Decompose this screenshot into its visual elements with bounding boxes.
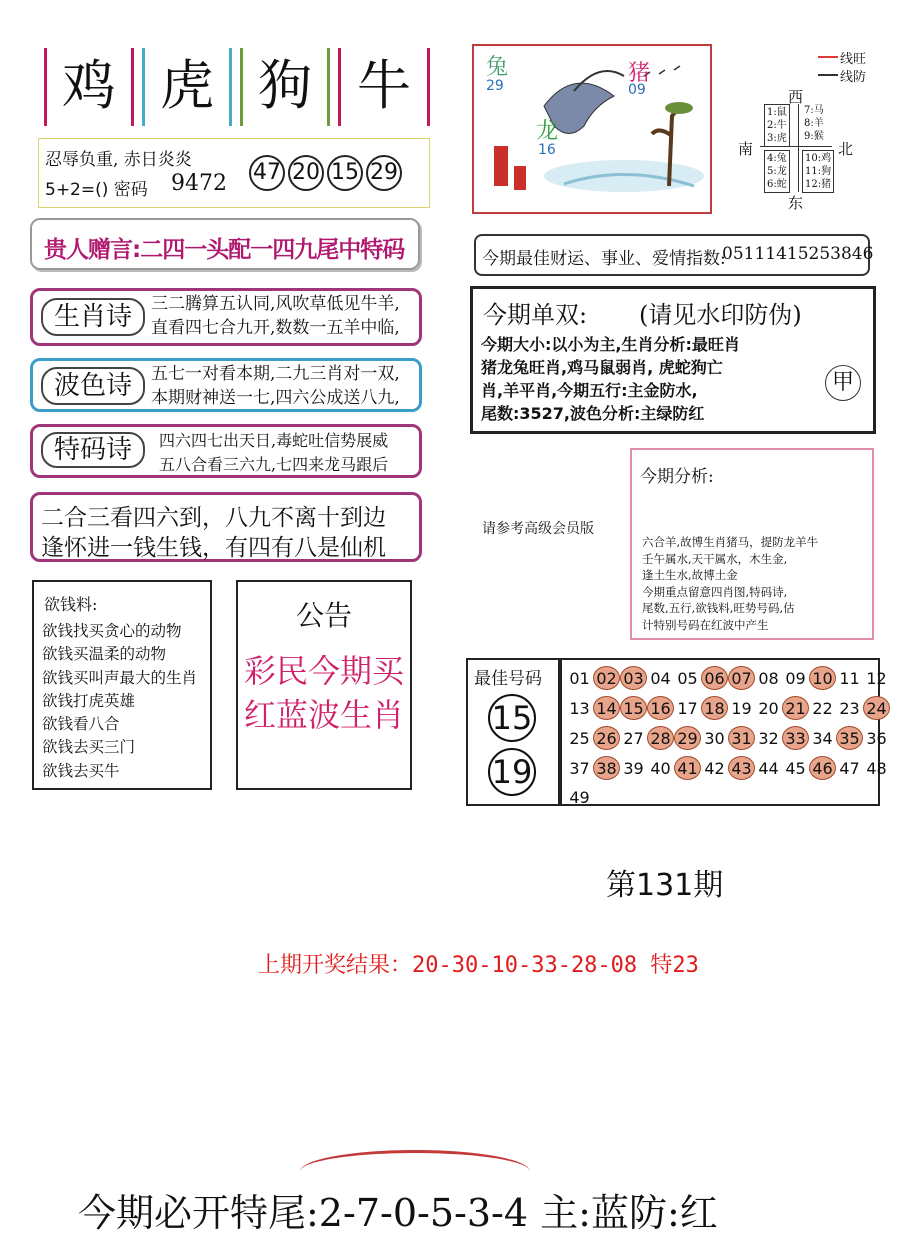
notice-title: 公告	[295, 599, 352, 632]
best-picks-box	[466, 658, 560, 806]
highlighted-number: 16	[647, 696, 674, 720]
number-cell: 23	[839, 699, 860, 718]
number-cell: 04	[650, 669, 671, 688]
poem-box-tema	[30, 424, 422, 478]
compass-item: 2:牛	[767, 120, 787, 131]
number-cell: 48	[866, 759, 887, 778]
highlighted-number: 33	[782, 726, 809, 750]
special-tail-line: 今期必开特尾:2-7-0-5-3-4 主:蓝防:红	[78, 1191, 718, 1235]
analysis-line: 六合羊,故博生肖猪马，提防龙羊牛	[642, 535, 819, 549]
danshuang-line: 尾数:3527,波色分析:主绿防红	[481, 404, 705, 423]
riddle-line: 忍辱负重, 赤日炎炎	[45, 150, 192, 170]
notice-line: 红蓝波生肖	[244, 696, 405, 734]
number-cell: 37	[569, 759, 590, 778]
highlighted-number: 46	[809, 756, 836, 780]
compass-item: 9:猴	[804, 131, 824, 142]
poem-box-shengxiao	[30, 288, 422, 346]
number-cell: 11	[839, 669, 860, 688]
highlighted-number: 43	[728, 756, 755, 780]
number-row	[566, 666, 887, 696]
notice-box	[236, 580, 412, 790]
best-pick-number: 15	[488, 694, 536, 742]
compass-item: 4:兔	[767, 153, 787, 164]
poem-label: 波色诗	[41, 367, 145, 405]
poem-line: 四六四七出天日,毒蛇吐信势展威	[159, 431, 389, 450]
highlighted-number: 29	[674, 726, 701, 750]
rabbit-char: 兔	[486, 55, 509, 80]
compass-item: 10:鸡	[805, 153, 832, 164]
compass-item: 11:狗	[805, 166, 832, 177]
number-cell: 30	[704, 729, 725, 748]
compass-west: 西	[788, 88, 804, 106]
password-box	[38, 138, 430, 208]
danshuang-lines	[481, 333, 740, 425]
guiren-banner	[30, 218, 420, 270]
compass-south: 南	[738, 140, 754, 158]
number-cell: 25	[569, 729, 590, 748]
watermark-stamp: 甲	[825, 365, 861, 401]
number-cell: 42	[704, 759, 725, 778]
legend-fang: 线防	[840, 70, 867, 85]
compass-item: 1:鼠	[767, 107, 787, 118]
yuqian-item: 欲钱去买三门	[42, 738, 136, 757]
compass-vline	[798, 104, 799, 192]
yuqian-item: 欲钱找买贪心的动物	[42, 622, 182, 640]
number-cell: 39	[623, 759, 644, 778]
zodiac-char-1: 鸡	[44, 48, 134, 126]
highlighted-number: 14	[593, 696, 620, 720]
analysis-lines	[642, 534, 818, 633]
number-row	[566, 726, 887, 756]
number-cell: 49	[569, 788, 590, 807]
highlighted-number: 24	[863, 696, 890, 720]
compass-item: 12:猪	[805, 179, 832, 190]
analysis-line: 尾数,五行,欲钱料,旺势号码,估	[642, 601, 795, 615]
number-cell: 45	[785, 759, 806, 778]
crane-illustration	[474, 46, 710, 212]
riddle-equation: 5+2=() 密码	[45, 180, 148, 200]
highlighted-number: 21	[782, 696, 809, 720]
poem-box-bose	[30, 358, 422, 412]
best-pick-1	[488, 694, 536, 742]
compass-north: 北	[838, 140, 854, 158]
poem-label: 特码诗	[41, 432, 145, 468]
period-number: 第131期	[606, 868, 724, 903]
dragon-char: 龙	[536, 119, 559, 144]
number-cell: 19	[731, 699, 752, 718]
number-cell: 05	[677, 669, 698, 688]
fortune-box	[474, 234, 874, 276]
poem-line: 五八合看三六九,七四来龙马跟后	[159, 455, 389, 474]
compass-cell	[802, 150, 834, 193]
yuqian-item: 欲钱去买牛	[42, 761, 120, 780]
highlighted-number: 07	[728, 666, 755, 690]
number-cell: 36	[866, 729, 887, 748]
danshuang-line: 今期大小:以小为主,生肖分析:最旺肖	[481, 335, 740, 354]
guiren-text: 贵人赠言:二四一头配一四九尾中特码	[44, 237, 405, 263]
danshuang-line: 肖,羊平肖,今期五行:主金防水,	[481, 381, 698, 400]
zodiac-char-2: 虎	[142, 48, 232, 126]
analysis-line: 计特别号码在红波中产生	[642, 617, 769, 632]
best-pick-number: 19	[488, 748, 536, 796]
number-cell: 22	[812, 699, 833, 718]
yuqian-item: 欲钱买温柔的动物	[42, 645, 167, 664]
number-cell: 40	[650, 759, 671, 778]
yuqian-item: 欲钱看八合	[42, 715, 120, 734]
pig-char: 猪	[628, 61, 651, 86]
legend-line-black	[818, 74, 838, 76]
fortune-value: 05111415253846	[722, 244, 874, 264]
best-pick-2	[488, 748, 536, 796]
compass-item: 6:蛇	[767, 179, 787, 190]
analysis-line: 壬午属水,天干属水，木生金,	[642, 551, 788, 566]
yuqian-box	[32, 580, 212, 790]
highlighted-number: 26	[593, 726, 620, 750]
analysis-title: 今期分析:	[640, 467, 714, 487]
compass-cell	[804, 104, 824, 143]
number-grid	[560, 658, 887, 807]
compass-item: 8:羊	[804, 118, 824, 129]
yuqian-list	[42, 620, 197, 783]
highlighted-number: 38	[593, 756, 620, 780]
highlighted-number: 41	[674, 756, 701, 780]
circle-number: 20	[288, 155, 324, 191]
danshuang-title: 今期单双:	[483, 301, 588, 329]
couplet-box	[30, 492, 422, 562]
analysis-line: 逢土生水,故博土金	[642, 568, 738, 582]
number-row	[566, 786, 878, 816]
password-code: 9472	[171, 171, 227, 196]
best-label: 最佳号码	[474, 669, 542, 689]
yuqian-item: 欲钱打虎英雄	[42, 691, 136, 710]
number-cell: 32	[758, 729, 779, 748]
circle-numbers	[249, 155, 405, 191]
rabbit-number: 29	[486, 78, 504, 94]
couplet-line: 逢怀进一钱生钱，有四有八是仙机	[41, 535, 386, 561]
danshuang-line: 猪龙兔旺肖,鸡马鼠弱肖, 虎蛇狗亡	[481, 358, 723, 377]
number-cell: 12	[866, 669, 887, 688]
zodiac-char-3: 狗	[240, 48, 330, 126]
number-cell: 01	[569, 669, 590, 688]
circle-number: 15	[327, 155, 363, 191]
analysis-box	[630, 448, 874, 640]
zodiac-char-4: 牛	[338, 48, 430, 126]
danshuang-note: (请见水印防伪)	[639, 301, 802, 329]
highlighted-number: 10	[809, 666, 836, 690]
highlighted-number: 35	[836, 726, 863, 750]
compass-item: 3:虎	[767, 133, 787, 144]
number-row	[566, 756, 887, 786]
circle-number: 29	[366, 155, 402, 191]
yuqian-item: 欲钱买叫声最大的生肖	[42, 668, 198, 687]
compass-cell	[764, 104, 790, 147]
highlighted-number: 15	[620, 696, 647, 720]
poem-label: 生肖诗	[41, 298, 145, 336]
compass-item: 7:马	[804, 105, 824, 116]
number-cell: 47	[839, 759, 860, 778]
circle-number: 47	[249, 155, 285, 191]
yuqian-title: 欲钱料:	[44, 595, 98, 614]
number-cell: 09	[785, 669, 806, 688]
dragon-number: 16	[538, 142, 556, 158]
compass-item: 5:龙	[767, 166, 787, 177]
analysis-line: 今期重点留意四肖图,特码诗,	[642, 584, 788, 599]
highlighted-number: 28	[647, 726, 674, 750]
legend-wang: 线旺	[840, 52, 867, 67]
highlighted-number: 31	[728, 726, 755, 750]
pig-number: 09	[628, 82, 646, 98]
couplet-line: 二合三看四六到，八九不离十到边	[41, 505, 386, 531]
number-row	[566, 696, 887, 726]
number-cell: 20	[758, 699, 779, 718]
poem-line: 本期财神送一七,四六公成送八九,	[151, 388, 400, 408]
legend-line-red	[818, 56, 838, 58]
highlighted-number: 18	[701, 696, 728, 720]
fortune-label: 今期最佳财运、事业、爱情指数:	[482, 249, 726, 269]
compass-cell	[764, 150, 790, 193]
highlighted-number: 06	[701, 666, 728, 690]
member-version-note: 请参考高级会员版	[482, 521, 594, 537]
compass-east: 东	[788, 194, 804, 212]
number-cell: 34	[812, 729, 833, 748]
number-cell: 08	[758, 669, 779, 688]
poem-line: 直看四七合九开,数数一五羊中临,	[151, 318, 400, 338]
poem-line: 三二腾算五认同,风吹草低见牛羊,	[151, 294, 400, 314]
number-cell: 13	[569, 699, 590, 718]
number-cell: 44	[758, 759, 779, 778]
last-draw-result: 上期开奖结果：20-30-10-33-28-08 特23	[258, 953, 699, 978]
highlighted-number: 02	[593, 666, 620, 690]
zodiac-picture	[472, 44, 712, 214]
danshuang-box	[470, 286, 876, 434]
notice-line: 彩民今期买	[244, 652, 405, 690]
highlighted-number: 03	[620, 666, 647, 690]
poem-line: 五七一对看本期,二九三肖对一双,	[151, 364, 400, 384]
number-cell: 17	[677, 699, 698, 718]
number-cell: 27	[623, 729, 644, 748]
